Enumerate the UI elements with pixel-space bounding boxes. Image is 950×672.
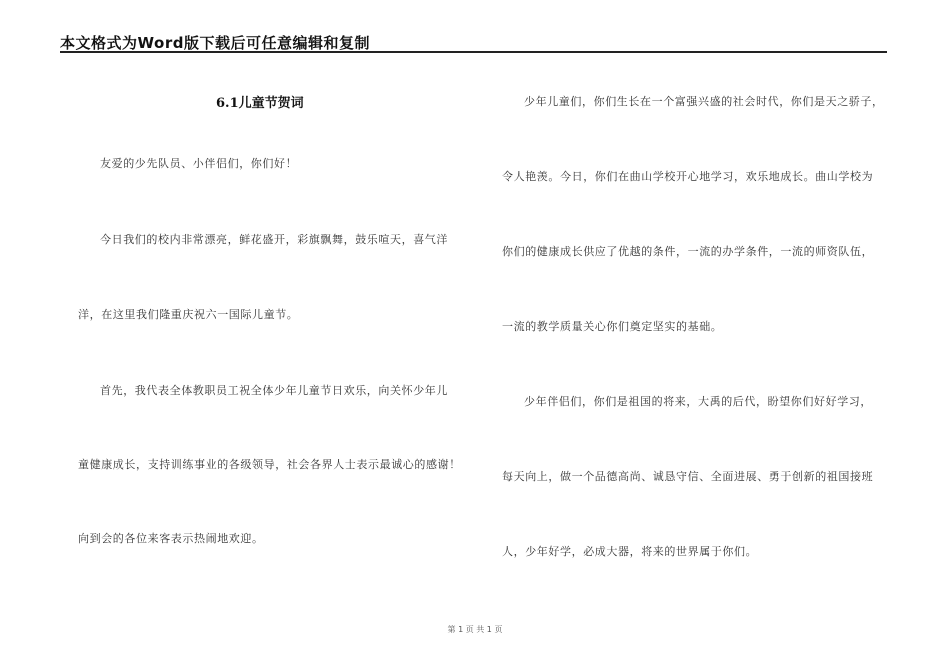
paragraph-line: 童健康成长，支持训练事业的各级领导，社会各界人士表示最诚心的感谢！	[78, 458, 461, 471]
paragraph-line: 友爱的少先队员、小伴侣们，你们好！	[100, 157, 298, 170]
header-banner: 本文格式为Word版下载后可任意编辑和复制	[60, 34, 370, 52]
document-title: 6.1儿童节贺词	[216, 96, 304, 111]
page-number: 第 1 页 共 1 页	[447, 625, 503, 634]
paragraph-line: 每天向上，做一个品德高尚、诚恳守信、全面进展、勇于创新的祖国接班	[502, 470, 874, 483]
paragraph-line: 少年儿童们，你们生长在一个富强兴盛的社会时代，你们是天之骄子，	[524, 95, 884, 108]
paragraph-line: 人，少年好学，必成大器，将来的世界属于你们。	[502, 545, 758, 558]
paragraph-line: 一流的教学质量关心你们奠定坚实的基础。	[502, 320, 723, 333]
paragraph-line: 首先，我代表全体教职员工祝全体少年儿童节日欢乐，向关怀少年儿	[100, 384, 448, 397]
paragraph-line: 令人艳羡。今日，你们在曲山学校开心地学习，欢乐地成长。曲山学校为	[502, 170, 874, 183]
paragraph-line: 洋，在这里我们隆重庆祝六一国际儿童节。	[78, 308, 299, 321]
paragraph-line: 少年伴侣们，你们是祖国的将来，大禹的后代，盼望你们好好学习，	[524, 395, 872, 408]
paragraph-line: 你们的健康成长供应了优越的条件，一流的办学条件，一流的师资队伍，	[502, 245, 874, 258]
paragraph-line: 向到会的各位来客表示热闹地欢迎。	[78, 532, 264, 545]
paragraph-line: 今日我们的校内非常漂亮，鲜花盛开，彩旗飘舞，鼓乐喧天，喜气洋	[100, 233, 448, 246]
header-divider	[60, 51, 887, 53]
